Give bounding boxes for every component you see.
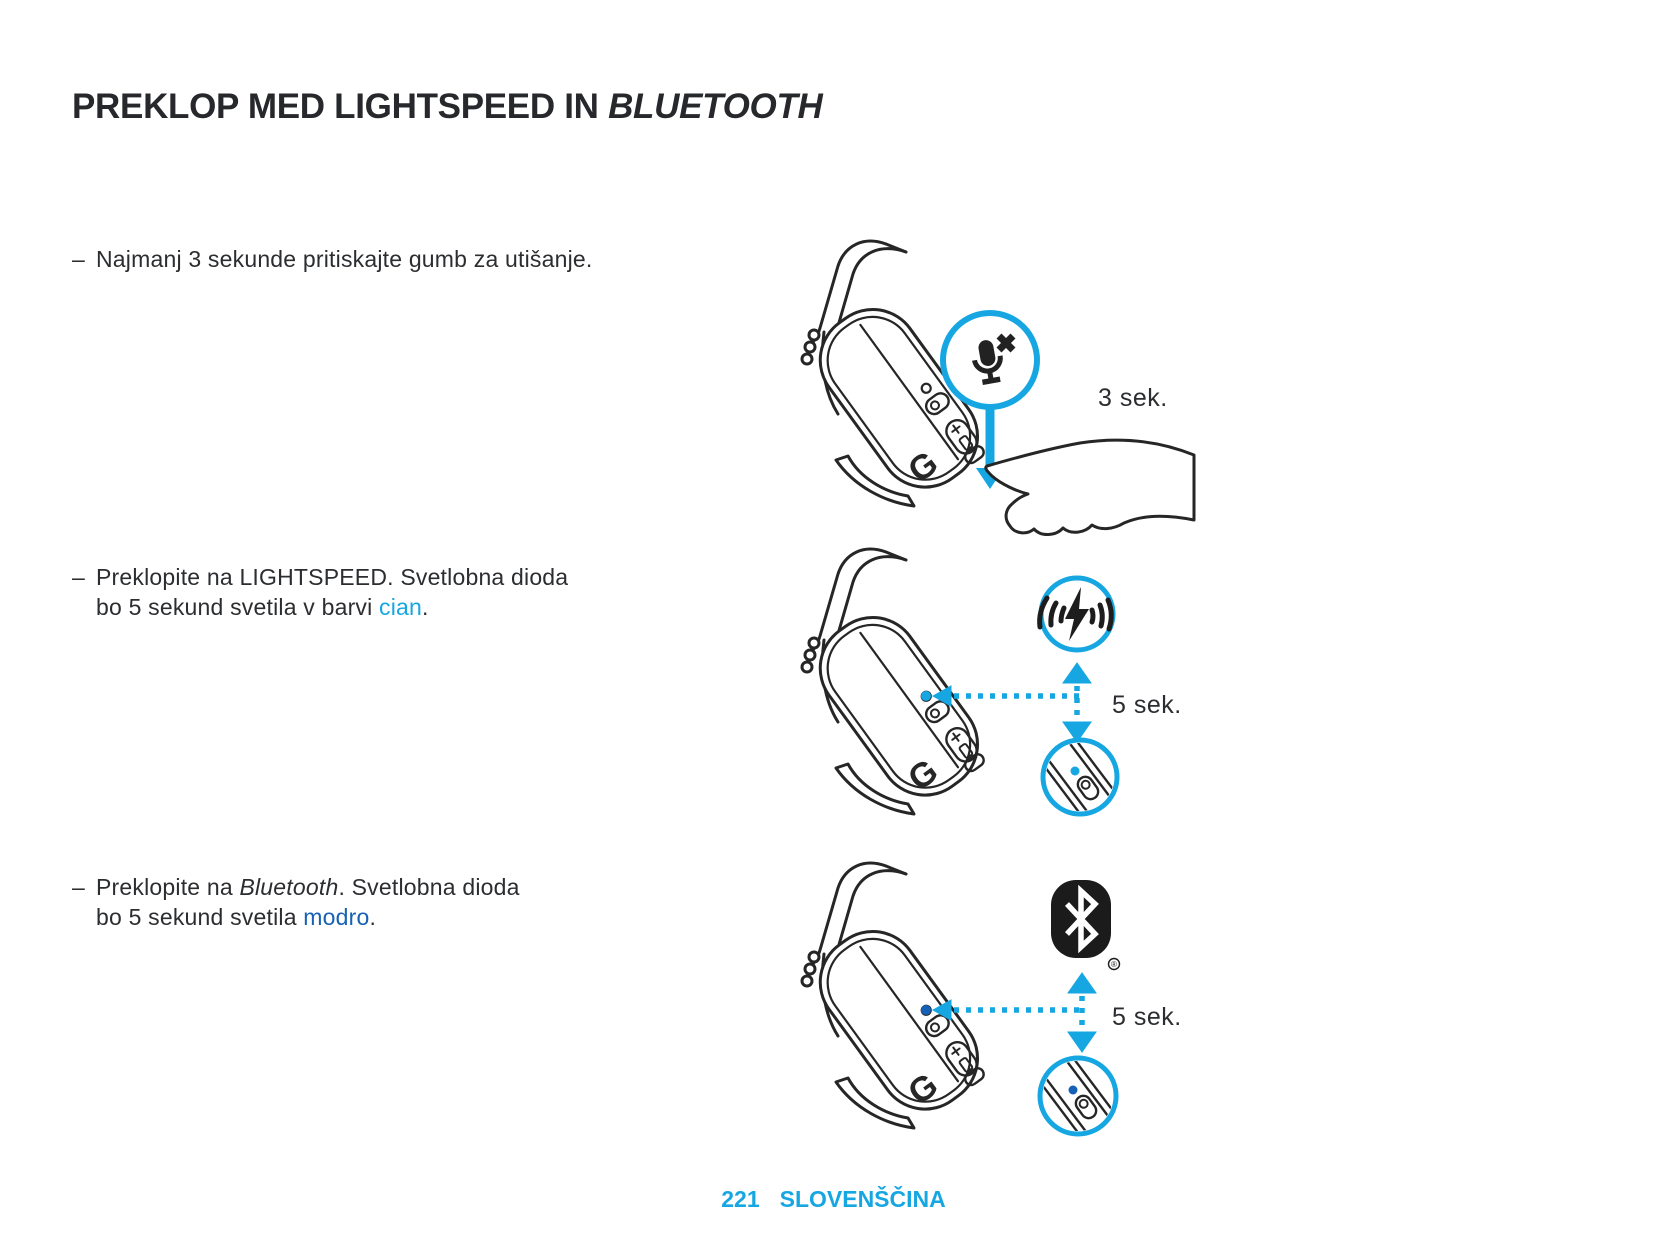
bullet-bluetooth [72, 872, 632, 932]
duration-label: 3 sek. [1098, 384, 1168, 412]
blue-word: modro [303, 904, 370, 930]
lightspeed-icon [1040, 587, 1112, 641]
bullet-mute-hold [72, 244, 632, 274]
illustration-lightspeed [780, 525, 1200, 830]
illustration-bluetooth [780, 830, 1200, 1140]
bullet-dash: – [72, 874, 85, 900]
up-arrow-icon [1068, 973, 1096, 993]
svg-text:®: ® [1111, 960, 1117, 969]
bluetooth-icon [1051, 880, 1120, 970]
duration-label: 5 sek. [1112, 1003, 1182, 1031]
language-label: SLOVENŠČINA [779, 1186, 946, 1212]
left-arrow-icon [933, 1000, 951, 1020]
led-dot [1069, 1086, 1078, 1095]
bullet-dash: – [72, 564, 85, 590]
bullet-lightspeed [72, 562, 632, 622]
bullet-text: Preklopite na Bluetooth. Svetlobna dioda bo 5 sekund svetila modro. [96, 874, 520, 930]
led-closeup [1040, 1057, 1116, 1136]
mic-mute-callout [943, 313, 1037, 489]
cyan-word: cian [379, 594, 423, 620]
page-title-italic: BLUETOOTH [608, 87, 823, 127]
page-number: 221 [721, 1186, 760, 1212]
down-arrow-icon [1063, 722, 1091, 742]
x-mark [999, 336, 1013, 350]
led-closeup [1042, 738, 1117, 817]
down-arrow-icon [1068, 1032, 1096, 1052]
bullet-text: Preklopite na LIGHTSPEED. Svetlobna dioda bo 5 sekund svetila v barvi cian. [96, 564, 569, 620]
pointing-hand [986, 440, 1194, 534]
led-dot [921, 691, 931, 701]
left-arrow-icon [933, 686, 951, 706]
mic-mute-icon [971, 336, 1013, 383]
page-title [72, 87, 823, 127]
down-arrow-icon [976, 468, 1004, 489]
led-dot [1071, 767, 1080, 776]
registered-mark [1109, 959, 1120, 970]
led-dot [921, 1005, 931, 1015]
bullet-text: Najmanj 3 sekunde pritiskajte gumb za utišanje. [96, 246, 593, 272]
up-arrow-icon [1063, 663, 1091, 683]
bullet-dash: – [72, 246, 85, 272]
page-title-regular: PREKLOP MED LIGHTSPEED IN [72, 87, 609, 127]
footer [0, 1186, 1667, 1213]
duration-label: 5 sek. [1112, 691, 1182, 719]
